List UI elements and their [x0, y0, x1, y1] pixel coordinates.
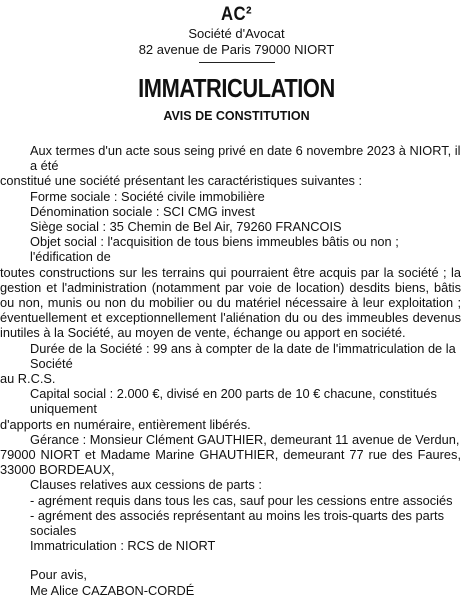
clauses-heading: Clauses relatives aux cessions de parts :	[30, 477, 262, 493]
header	[0, 4, 473, 63]
gerance-line-1: Gérance : Monsieur Clément GAUTHIER, demeurant 11 avenue de Verdun,	[30, 431, 460, 447]
signatory: Me Alice CAZABON-CORDÉ	[30, 582, 195, 598]
capital-line-1: Capital social : 2.000 €, divisé en 200 parts de 10 € chacune, constitués uniquement	[30, 386, 437, 417]
objet-social-line-1: Objet social : l'acquisition de tous biens immeubles bâtis ou non ; l'édification de	[30, 234, 399, 265]
clause-item: - agrément des associés représentant au moins les trois-quarts des parts sociales	[30, 507, 444, 539]
duree-line-2: au R.C.S.	[0, 371, 56, 387]
objet-social-rest: toutes constructions sur les terrains qui pourraient être acquis par la société ; la gestion et l'administration (notamment par voie de location) desdits biens, bâtis ou non, munis ou non du mobilier ou du matériel nécessaire à leur exploitation ; éventuellement et exceptionnellement l'aliénation du ou des immeubles devenus inutiles à la Société, au moyen de vente, échange ou apport en société.	[0, 264, 461, 341]
notice-subheadline: AVIS DE CONSTITUTION	[163, 109, 310, 123]
gerance-rest: 79000 NIORT et Madame Marine GHAUTHIER, demeurant 77 rue des Faures, 33000 BORDEAUX,	[0, 447, 461, 478]
immatriculation: Immatriculation : RCS de NIORT	[30, 538, 216, 554]
capital-line-2: d'apports en numéraire, entièrement libérés.	[0, 416, 251, 432]
notice-body	[0, 143, 461, 598]
denomination-sociale: Dénomination sociale : SCI CMG invest	[30, 203, 255, 219]
firm-address: 82 avenue de Paris 79000 NIORT	[138, 42, 335, 57]
header-divider	[199, 62, 275, 63]
forme-sociale: Forme sociale : Société civile immobilière	[30, 188, 265, 204]
siege-social: Siège social : 35 Chemin de Bel Air, 79260 FRANCOIS	[30, 219, 342, 235]
intro-line-1: Aux termes d'un acte sous seing privé en date 6 novembre 2023 à NIORT, il a été	[30, 143, 461, 174]
closing-formula: Pour avis,	[30, 567, 87, 583]
firm-logo: AC²	[220, 4, 253, 25]
notice-headline: IMMATRICULATION	[138, 73, 335, 103]
clause-item: - agrément requis dans tous les cas, sauf pour les cessions entre associés	[30, 492, 453, 508]
duree-line-1: Durée de la Société : 99 ans à compter de la date de l'immatriculation de la Société	[30, 340, 456, 371]
intro-line-2: constitué une société présentant les caractéristiques suivantes :	[0, 173, 363, 189]
firm-name: Société d'Avocat	[188, 26, 285, 41]
